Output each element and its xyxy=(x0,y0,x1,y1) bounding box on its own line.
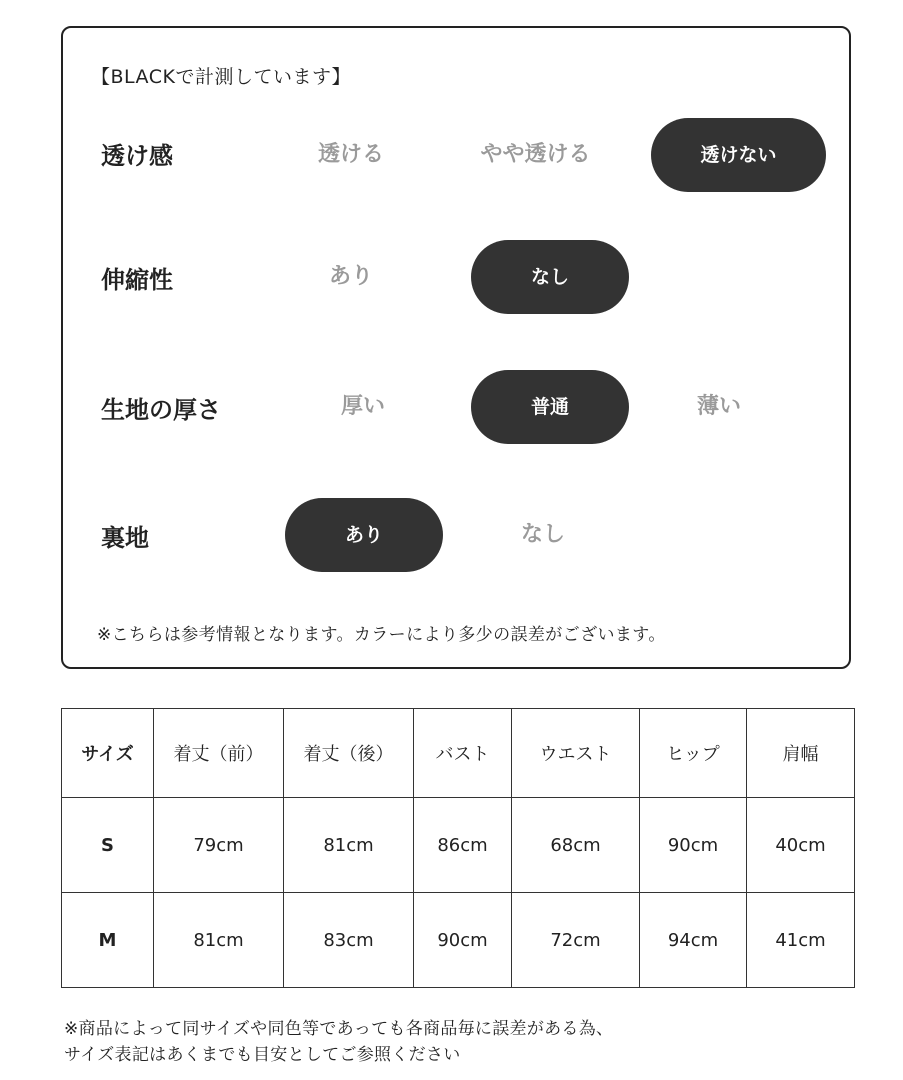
lining-label: 裏地 xyxy=(101,524,149,552)
transparency-option-opaque: 透けない xyxy=(651,118,826,192)
table-cell: 86cm xyxy=(414,798,512,893)
thickness-option-thin: 薄い xyxy=(696,394,741,419)
reference-note: ※こちらは参考情報となります。カラーにより多少の誤差がございます。 xyxy=(97,625,666,645)
table-cell: 79cm xyxy=(154,798,284,893)
table-cell: 81cm xyxy=(154,893,284,988)
table-cell: 83cm xyxy=(284,893,414,988)
size-footnote-line2: サイズ表記はあくまでも目安としてご参照ください xyxy=(64,1045,461,1065)
lining-option-yes: あり xyxy=(285,498,443,572)
header-hip: ヒップ xyxy=(640,709,747,798)
table-cell: 90cm xyxy=(640,798,747,893)
header-back-length: 着丈（後） xyxy=(284,709,414,798)
header-front-length: 着丈（前） xyxy=(154,709,284,798)
table-cell: 81cm xyxy=(284,798,414,893)
size-table-header-row xyxy=(62,709,855,798)
header-waist: ウエスト xyxy=(512,709,640,798)
thickness-option-thick: 厚い xyxy=(340,394,385,419)
transparency-option-slightly: やや透ける xyxy=(480,142,591,167)
table-row xyxy=(62,798,855,893)
transparency-option-see-through: 透ける xyxy=(317,142,384,167)
table-cell: 94cm xyxy=(640,893,747,988)
table-row xyxy=(62,893,855,988)
size-cell: S xyxy=(62,798,154,893)
table-cell: 72cm xyxy=(512,893,640,988)
size-footnote xyxy=(64,1016,613,1068)
fabric-spec-card xyxy=(61,26,851,669)
size-cell: M xyxy=(62,893,154,988)
table-cell: 41cm xyxy=(747,893,855,988)
stretch-option-no: なし xyxy=(471,240,629,314)
thickness-label: 生地の厚さ xyxy=(101,396,221,424)
table-cell: 68cm xyxy=(512,798,640,893)
stretch-option-yes: あり xyxy=(328,264,373,289)
header-shoulder: 肩幅 xyxy=(747,709,855,798)
header-bust: バスト xyxy=(414,709,512,798)
header-size: サイズ xyxy=(62,709,154,798)
lining-option-no: なし xyxy=(520,522,565,547)
transparency-label: 透け感 xyxy=(101,142,173,170)
size-footnote-line1: ※商品によって同サイズや同色等であっても各商品毎に誤差がある為、 xyxy=(64,1019,614,1039)
size-table xyxy=(61,708,855,988)
table-cell: 90cm xyxy=(414,893,512,988)
table-cell: 40cm xyxy=(747,798,855,893)
measurement-note: 【BLACKで計測しています】 xyxy=(91,66,351,88)
thickness-option-normal: 普通 xyxy=(471,370,629,444)
stretch-label: 伸縮性 xyxy=(101,266,173,294)
